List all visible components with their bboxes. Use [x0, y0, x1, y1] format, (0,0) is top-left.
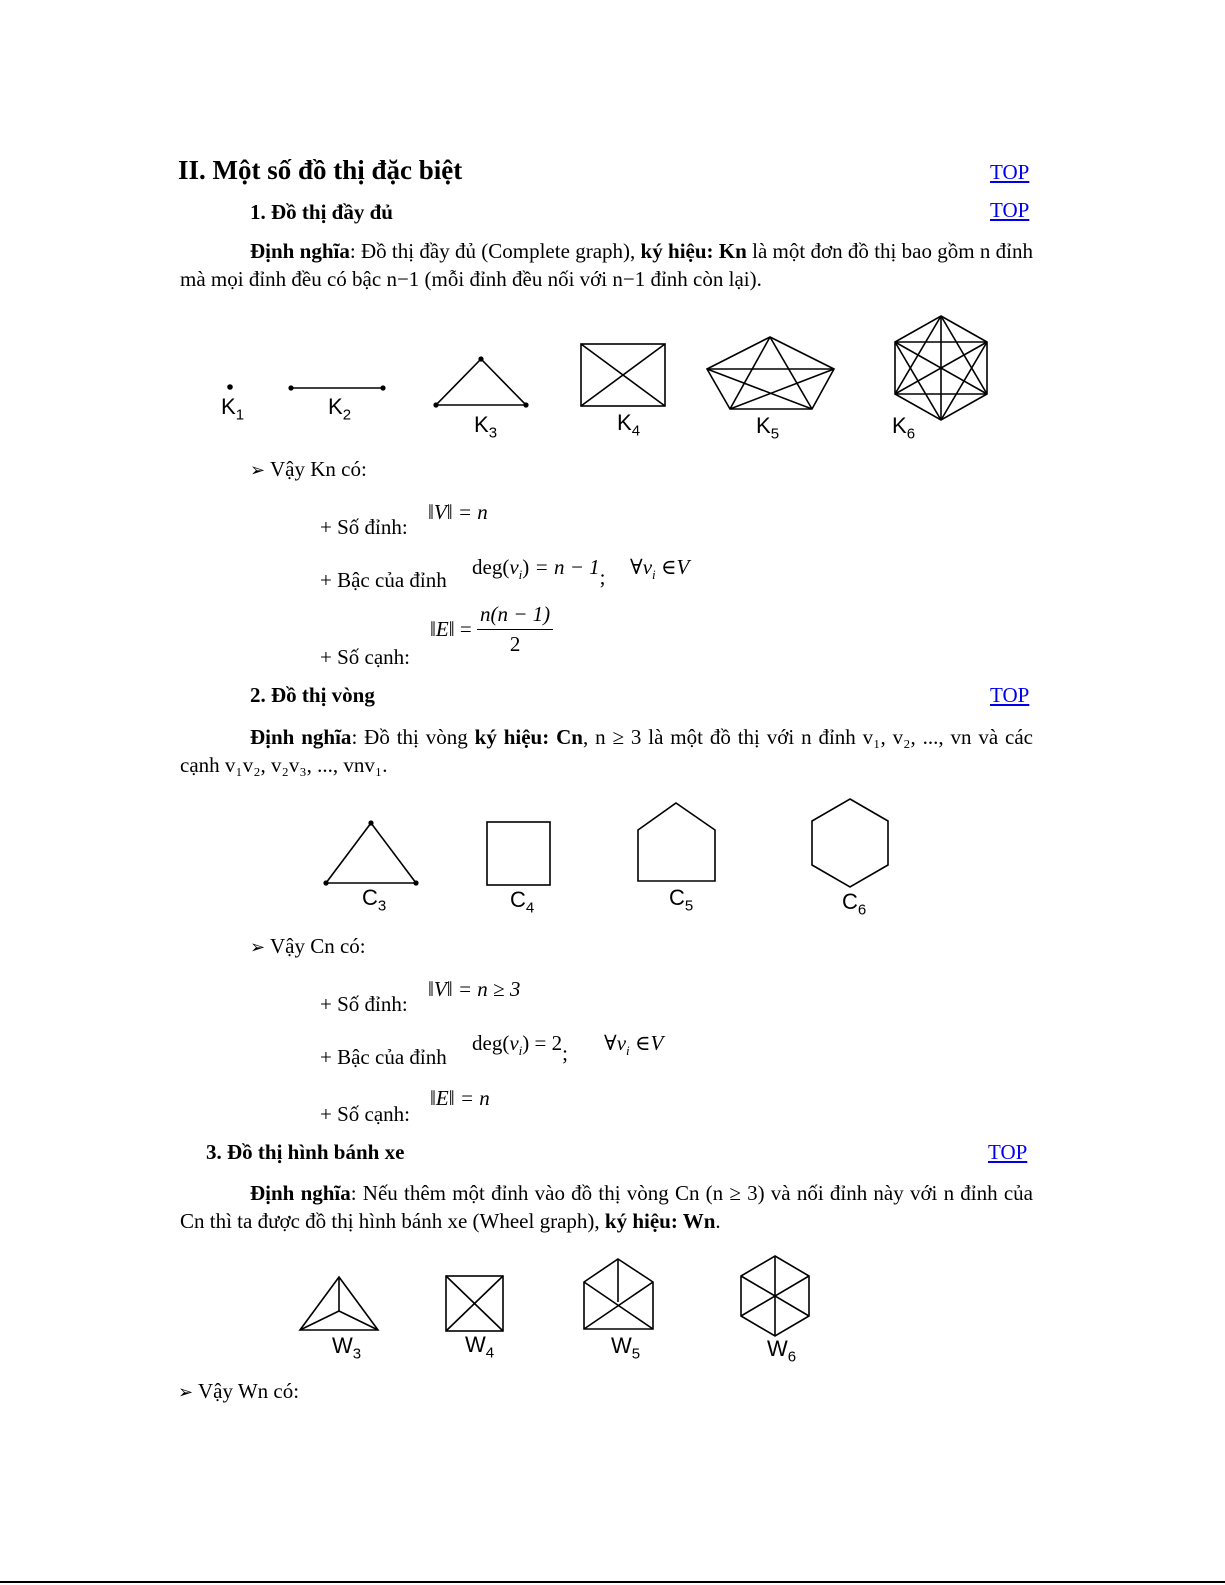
- w6-graph: [741, 1256, 809, 1336]
- complete-prop-degree: + Bậc của đỉnh: [320, 568, 447, 592]
- complete-prop-edges: + Số cạnh:: [320, 645, 410, 669]
- complete-formula-degree: $deg(v_i) = n - 1$;: [472, 555, 606, 589]
- wheel-definition: Định nghĩa: Nếu thêm một đỉnh vào đồ thị vòng Cn (n ≥ 3) và nối đỉnh này với n đỉnh của Cn thì ta được đồ thị hình bánh xe (Wheel graph), ký hiệu: Wn.: [180, 1181, 1033, 1233]
- top-link-section[interactable]: TOP: [990, 160, 1030, 184]
- k5-label: $K_5$: [756, 413, 780, 443]
- complete-formula-edges: ‖E‖ = $\frac{n(n - 1)}{2}$: [430, 602, 553, 657]
- k5-graph: [707, 337, 834, 409]
- k2-label: $K_2$: [328, 394, 352, 424]
- c3-graph: [323, 820, 418, 885]
- k2-graph: [288, 385, 385, 390]
- w5-graph: [584, 1259, 653, 1329]
- cycle-formula-edges: ‖E‖ = n: [430, 1086, 490, 1110]
- cycle-prop-degree: + Bậc của đỉnh: [320, 1045, 447, 1069]
- w5-label: $W_5$: [611, 1333, 641, 1363]
- section-title: II. Một số đồ thị đặc biệt: [178, 155, 463, 185]
- wheel-summary: ➢ Vậy Wn có:: [178, 1379, 300, 1403]
- c5-graph: [638, 803, 715, 881]
- w6-label: $W_6$: [767, 1336, 797, 1366]
- w4-label: $W_4$: [465, 1332, 495, 1362]
- k3-graph: [433, 356, 528, 407]
- cycle-definition: Định nghĩa: Đồ thị vòng ký hiệu: Cn, n ≥ 3 là một đồ thị với n đỉnh v₁, v₂, ..., vn và các cạnh v₁v₂, v₂v₃, ..., vnv₁.: [180, 725, 1034, 777]
- c6-label: $C_6$: [842, 889, 867, 919]
- k1-label: $K_1$: [221, 394, 245, 424]
- arrow-bullet-icon: ➢: [178, 1382, 194, 1402]
- top-link-wheel[interactable]: TOP: [988, 1140, 1028, 1164]
- top-link-cycle[interactable]: TOP: [990, 683, 1030, 707]
- w4-graph: [446, 1276, 503, 1331]
- complete-heading: 1. Đồ thị đầy đủ: [250, 200, 393, 224]
- symbol-label: ký hiệu: Kn: [640, 239, 747, 263]
- cycle-prop-edges: + Số cạnh:: [320, 1102, 410, 1126]
- c4-label: $C_4$: [510, 887, 535, 917]
- cycle-heading: 2. Đồ thị vòng: [250, 683, 375, 707]
- cycle-formula-forall: $\forall v_i$ ∈V: [604, 1031, 664, 1059]
- complete-summary: ➢ Vậy Kn có:: [250, 457, 367, 481]
- c5-label: $C_5$: [669, 885, 694, 915]
- top-link-complete[interactable]: TOP: [990, 198, 1030, 222]
- k4-graph: [581, 344, 665, 406]
- w3-graph: [300, 1277, 378, 1330]
- wheel-heading: 3. Đồ thị hình bánh xe: [206, 1140, 405, 1164]
- k4-label: $K_4$: [617, 410, 641, 440]
- cycle-formula-degree: $deg(v_i) = 2$;: [472, 1031, 568, 1065]
- c4-graph: [487, 822, 550, 885]
- complete-prop-vertices: + Số đỉnh:: [320, 515, 408, 539]
- cycle-formula-vertices: ‖V‖ = n ≥ 3: [428, 977, 521, 1001]
- cycle-prop-vertices: + Số đỉnh:: [320, 992, 408, 1016]
- arrow-bullet-icon: ➢: [250, 460, 266, 480]
- c6-graph: [812, 799, 888, 887]
- w3-label: $W_3$: [332, 1333, 362, 1363]
- k6-graph: [895, 316, 987, 420]
- page-bottom-rule: [0, 1581, 1225, 1583]
- arrow-bullet-icon: ➢: [250, 937, 266, 957]
- k1-vertex: [227, 384, 233, 390]
- complete-formula-vertices: ‖V‖ = n: [428, 500, 488, 524]
- k3-label: $K_3$: [474, 412, 498, 442]
- complete-formula-forall: $\forall v_i$ ∈V: [630, 555, 690, 583]
- def-label: Định nghĩa: [250, 239, 350, 263]
- k6-label: $K_6$: [892, 413, 916, 443]
- c3-label: $C_3$: [362, 885, 387, 915]
- cycle-summary: ➢ Vậy Cn có:: [250, 934, 366, 958]
- complete-definition: Định nghĩa: Đồ thị đầy đủ (Complete graph), ký hiệu: Kn là một đơn đồ thị bao gồm n đỉnh mà mọi đỉnh đều có bậc n−1 (mỗi đỉnh đều nối với n−1 đỉnh còn lại).: [180, 239, 1033, 291]
